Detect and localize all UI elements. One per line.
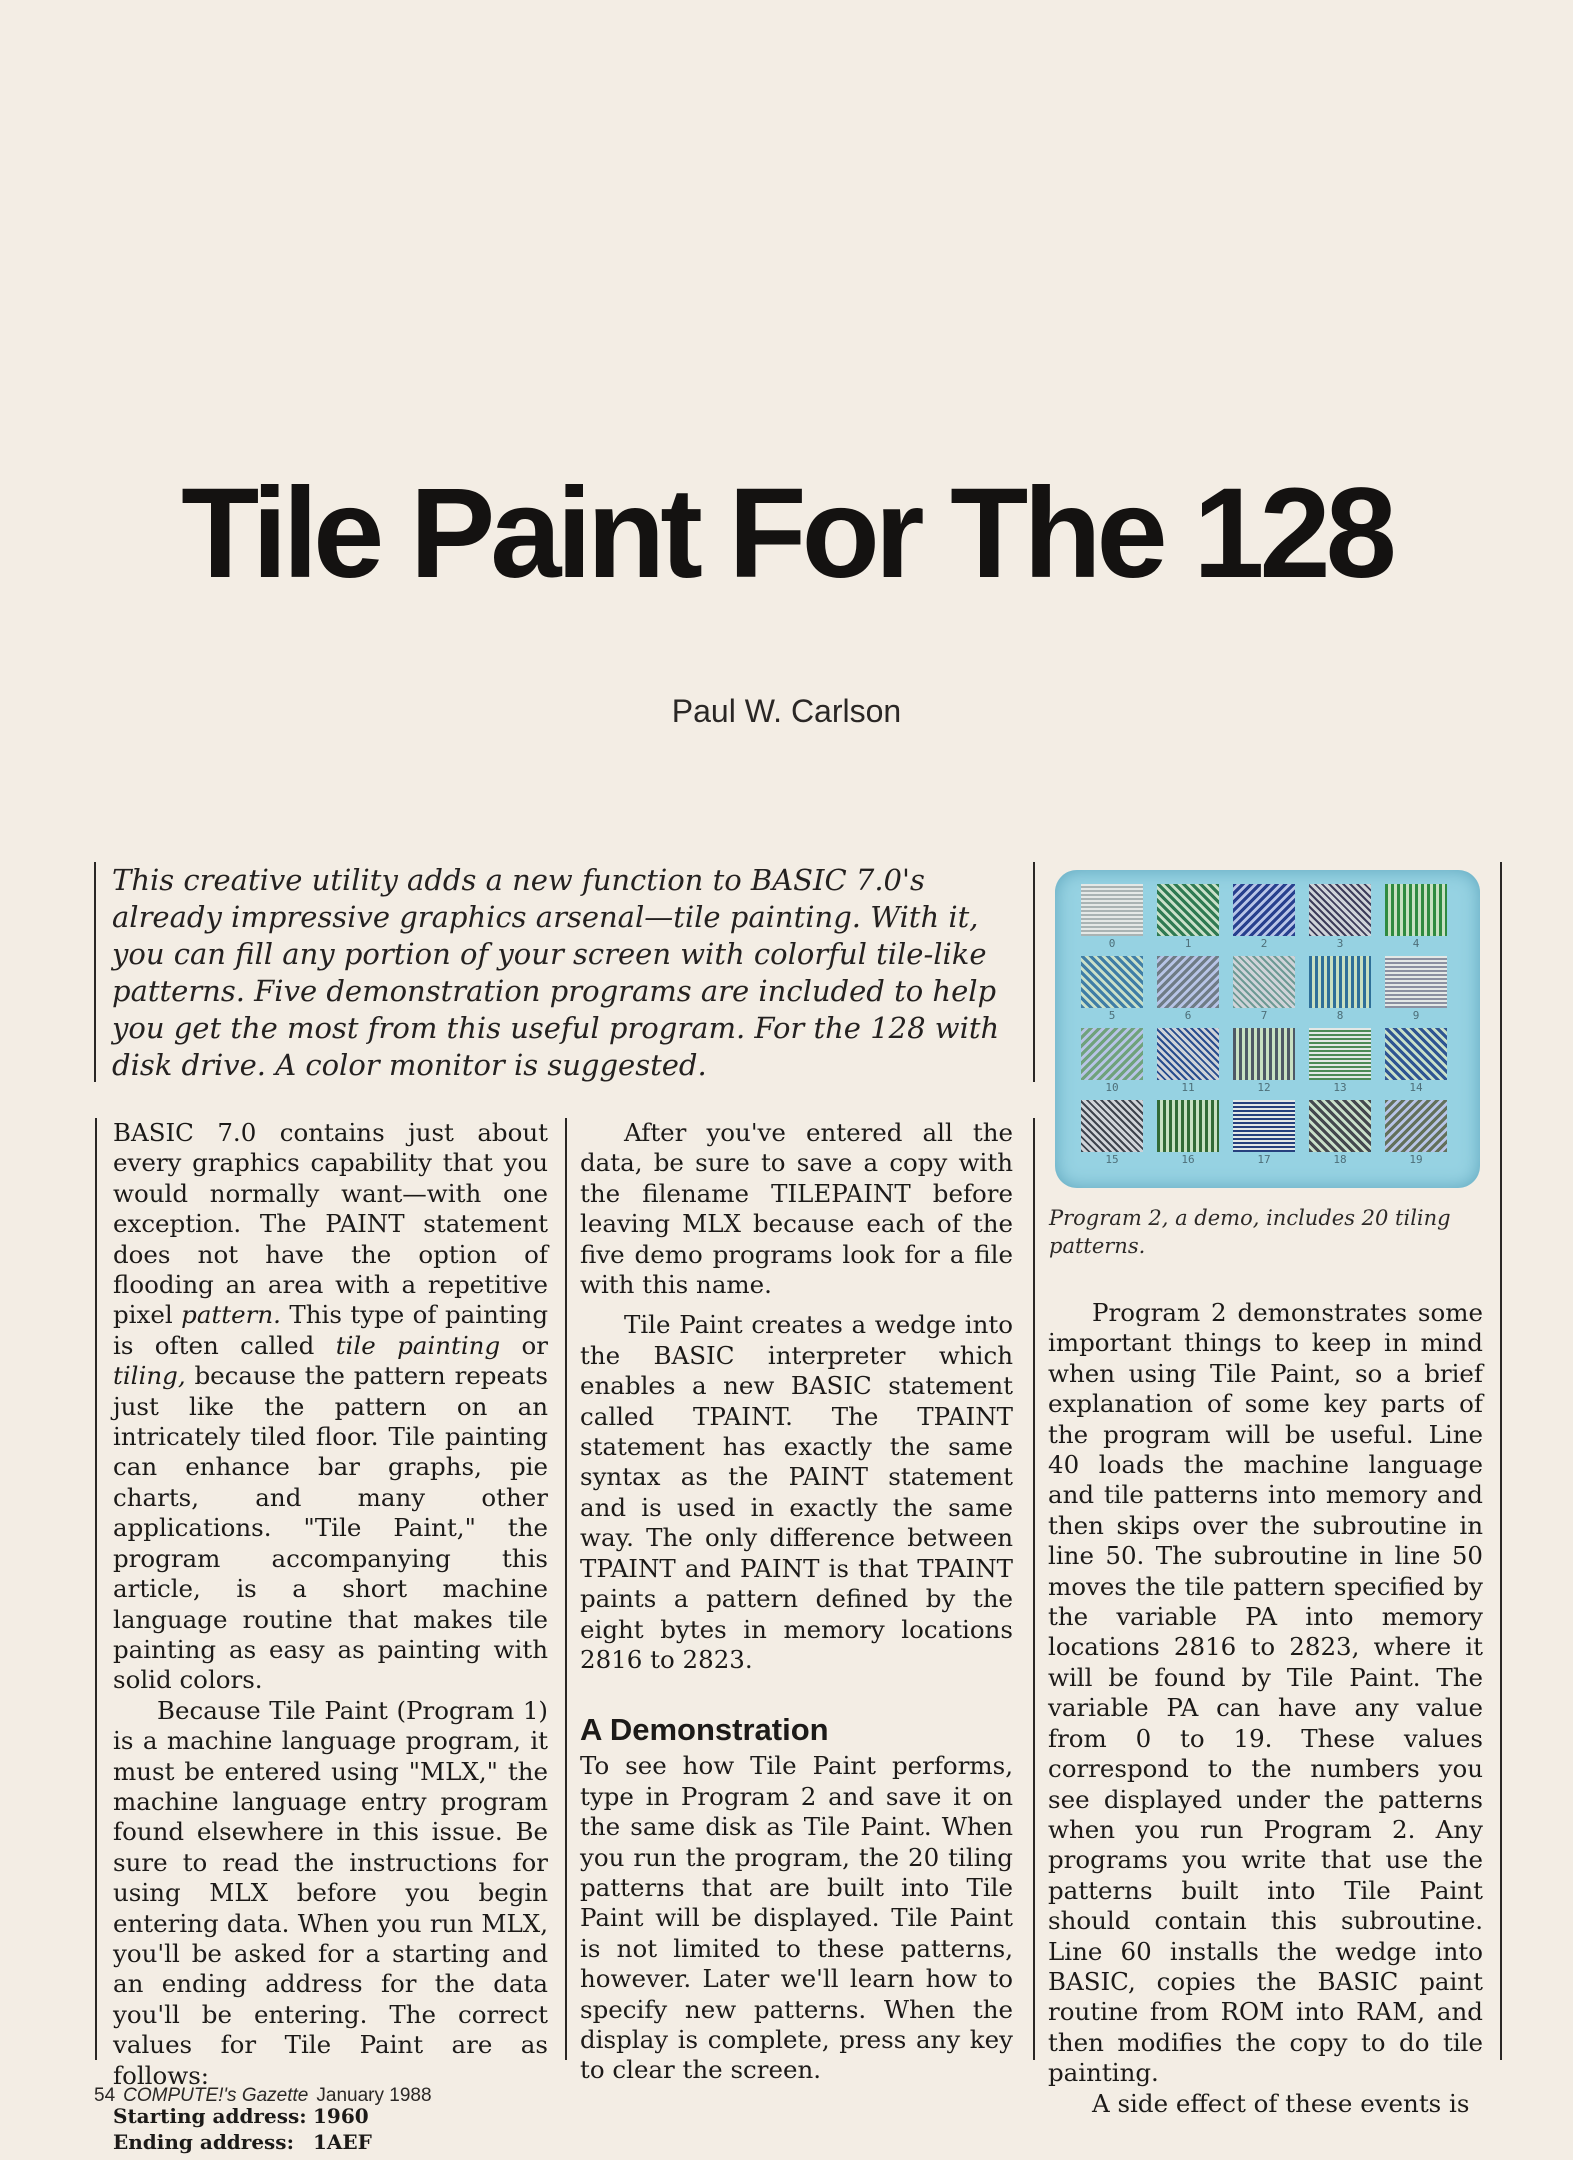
tile-pattern-12 — [1233, 1028, 1295, 1080]
tile-number-18: 18 — [1333, 1153, 1347, 1166]
tile-pattern-15 — [1081, 1100, 1143, 1152]
intro-left-rule — [94, 862, 96, 1082]
tile-number-10: 10 — [1105, 1081, 1119, 1094]
tile-number-1: 1 — [1184, 937, 1192, 950]
tile-pattern-10 — [1081, 1028, 1143, 1080]
tile-number-12: 12 — [1257, 1081, 1271, 1094]
tile-number-15: 15 — [1105, 1153, 1119, 1166]
col1-paragraph-2: Because Tile Paint (Program 1) is a machine language program, it must be entered using "MLX," the machine language entry program found elsewhere in this issue. Be sure to read the instructions for using MLX before you begin entering data. When you run MLX, you'll be asked for a starting and an ending address for the data you'll be entering. The correct values for Tile Paint are as follows: — [113, 1695, 548, 2090]
tile-number-14: 14 — [1409, 1081, 1423, 1094]
tile-number-5: 5 — [1108, 1009, 1116, 1022]
tile-number-11: 11 — [1181, 1081, 1195, 1094]
col3-paragraph-2: A side effect of these events is — [1092, 2088, 1470, 2118]
tile-pattern-7 — [1233, 956, 1295, 1008]
tile-number-7: 7 — [1260, 1009, 1268, 1022]
column-rule-3 — [1033, 1118, 1035, 2060]
tile-number-3: 3 — [1336, 937, 1344, 950]
tile-number-8: 8 — [1336, 1009, 1344, 1022]
address-table — [113, 2103, 548, 2155]
tile-demo-screenshot — [1055, 870, 1480, 1188]
column-1 — [113, 1118, 548, 2155]
tile-pattern-16 — [1157, 1100, 1219, 1152]
tile-pattern-1 — [1157, 884, 1219, 936]
col2-paragraph-2: Tile Paint creates a wedge into the BASIC interpreter which enables a new BASIC statement called TPAINT. The TPAINT statement has exactly the same syntax as the PAINT statement and is used in exactly the same way. The only difference between TPAINT and PAINT is that TPAINT paints a pattern defined by the eight bytes in memory locations 2816 to 2823. — [580, 1310, 1013, 1674]
tile-number-0: 0 — [1108, 937, 1116, 950]
column-rule-1 — [95, 1118, 97, 2060]
tile-pattern-6 — [1157, 956, 1219, 1008]
tile-pattern-14 — [1385, 1028, 1447, 1080]
tile-pattern-11 — [1157, 1028, 1219, 1080]
tile-pattern-9 — [1385, 956, 1447, 1008]
column-3 — [1048, 1298, 1483, 2119]
figure-right-rule — [1500, 862, 1502, 2060]
page-footer — [94, 2085, 432, 2107]
tile-pattern-17 — [1233, 1100, 1295, 1152]
tile-number-16: 16 — [1181, 1153, 1195, 1166]
col2-paragraph-1: After you've entered all the data, be sure to save a copy with the filename TILEPAINT before leaving MLX because each of the five demo programs look for a file with this name. — [580, 1118, 1013, 1300]
tile-number-17: 17 — [1257, 1153, 1271, 1166]
figure-caption: Program 2, a demo, includes 20 tiling patterns. — [1049, 1206, 1451, 1258]
tile-pattern-19 — [1385, 1100, 1447, 1152]
tile-number-2: 2 — [1260, 937, 1268, 950]
col3-paragraph-1: Program 2 demonstrates some important things to keep in mind when using Tile Paint, so a brief explanation of some key parts of the program will be useful. Line 40 loads the machine language and tile patterns into memory and then skips over the subroutine in line 50. The subroutine in line 50 moves the tile pattern specified by the variable PA into memory locations 2816 to 2823, where it will be found by Tile Paint. The variable PA can have any value from 0 to 19. These values correspond to the numbers you see displayed under the patterns when you run Program 2. Any programs you write that use the patterns built into Tile Paint should contain this subroutine. Line 60 installs the wedge into BASIC, copies the BASIC paint routine from ROM into RAM, and then modifies the copy to do tile painting. — [1048, 1298, 1483, 2088]
tile-pattern-3 — [1309, 884, 1371, 936]
tile-pattern-18 — [1309, 1100, 1371, 1152]
intro-deck — [112, 862, 1012, 1084]
column-2 — [580, 1118, 1013, 2086]
article-title: Tile Paint For The 128 — [181, 462, 1392, 605]
tile-pattern-8 — [1309, 956, 1371, 1008]
starting-address-row: Starting address: 1960 — [113, 2104, 369, 2128]
tile-number-13: 13 — [1333, 1081, 1347, 1094]
tile-pattern-4 — [1385, 884, 1447, 936]
author-byline: Paul W. Carlson — [671, 693, 902, 729]
tile-pattern-2 — [1233, 884, 1295, 936]
col1-paragraph-1: BASIC 7.0 contains just about every graphics capability that you would normally want—with one exception. The PAINT statement does not have the option of flooding an area with a repetitive pixel pattern. This type of painting is often called tile painting or tiling, because the pattern repeats just like the pattern on an intricately tiled floor. Tile painting can enhance bar graphs, pie charts, and many other applications. "Tile Paint," the program accompanying this article, is a short machine language routine that makes tile painting as easy as painting with solid colors. — [113, 1118, 548, 1695]
col2-paragraph-3: To see how Tile Paint performs, type in Program 2 and save it on the same disk as Tile Paint. When you run the program, the 20 tiling patterns that are built into Tile Paint will be displayed. Tile Paint is not limited to these patterns, however. Later we'll learn how to specify new patterns. When the display is complete, press any key to clear the screen. — [580, 1751, 1013, 2085]
intro-text: This creative utility adds a new function to BASIC 7.0's already impressive graphics arsenal—tile painting. With it, you can fill any portion of your screen with colorful tile-like patterns. Five demonstration programs are included to help you get the most from this useful program. For the 128 with disk drive. A color monitor is suggested. — [112, 863, 1000, 1082]
magazine-name: COMPUTE!'s Gazette — [123, 2085, 309, 2106]
tile-number-19: 19 — [1409, 1153, 1423, 1166]
tile-number-4: 4 — [1412, 937, 1420, 950]
tile-number-6: 6 — [1184, 1009, 1192, 1022]
section-heading: A Demonstration — [580, 1712, 829, 1748]
column-rule-2 — [565, 1118, 567, 2060]
issue-date: January 1988 — [316, 2085, 432, 2106]
tile-number-9: 9 — [1412, 1009, 1420, 1022]
page-number: 54 — [94, 2085, 116, 2106]
ending-address-row: Ending address: 1AEF — [113, 2130, 372, 2154]
tile-pattern-grid — [1081, 884, 1456, 1174]
tile-pattern-0 — [1081, 884, 1143, 936]
tile-pattern-13 — [1309, 1028, 1371, 1080]
intro-right-rule — [1033, 862, 1035, 1082]
tile-pattern-5 — [1081, 956, 1143, 1008]
